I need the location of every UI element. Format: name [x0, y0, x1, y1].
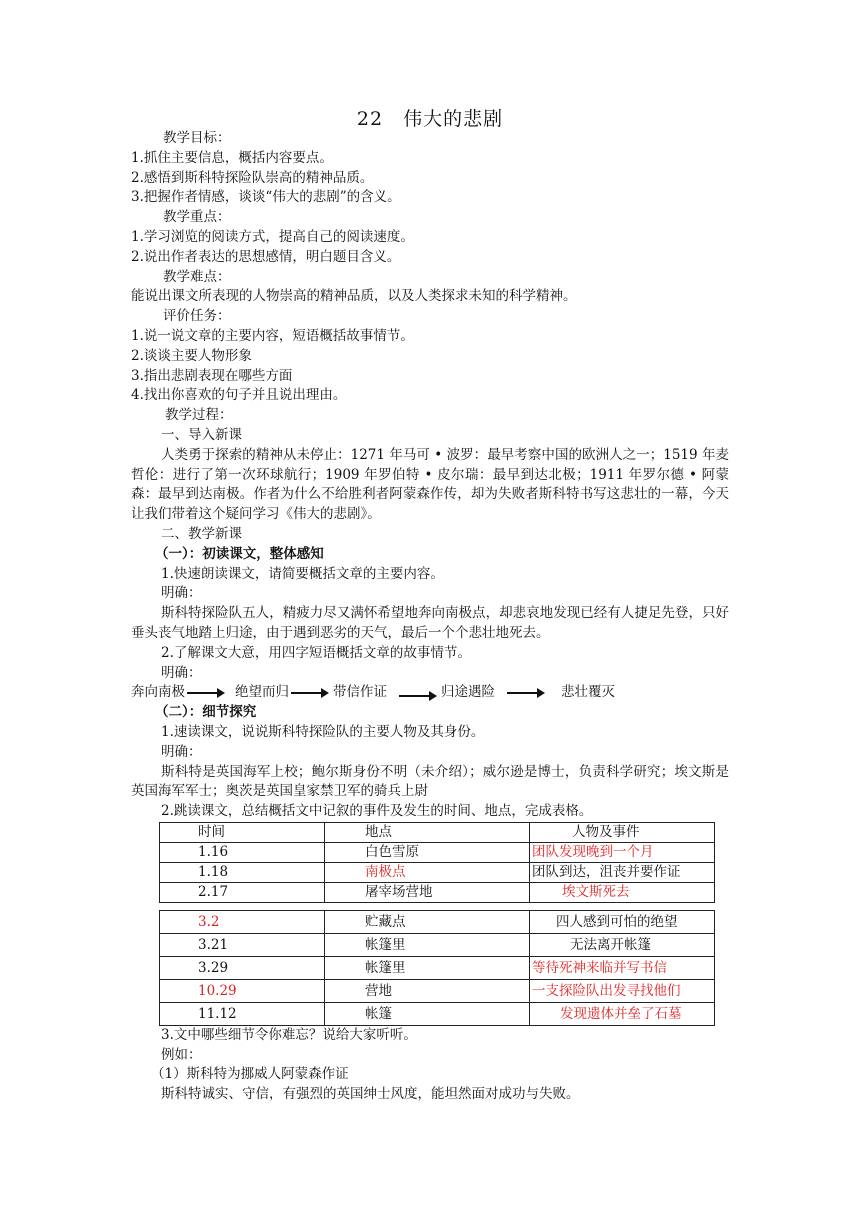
cell-event: 团队发现晚到一个月 [530, 842, 715, 862]
process-heading: 教学过程： [165, 407, 233, 424]
cell-time: 11.12 [160, 1002, 325, 1025]
table-row [160, 979, 715, 1002]
document-body [131, 129, 729, 1105]
table-row [160, 933, 715, 956]
cell-event: 无法离开帐篷 [530, 933, 715, 956]
example-label: 例如： [161, 1046, 202, 1063]
header-place: 地点 [325, 822, 530, 842]
cell-place: 白色雪原 [325, 842, 530, 862]
table-row [160, 882, 715, 902]
cell-place: 屠宰场营地 [325, 882, 530, 902]
events-table-upper [159, 822, 715, 903]
part2-heading: （二）：细节探究 [155, 704, 257, 721]
cell-place: 南极点 [325, 862, 530, 882]
plot-flow [131, 683, 729, 703]
flow-step: 悲壮覆灭 [561, 684, 615, 701]
right-arrow-icon [399, 691, 437, 701]
question-3: 1.速读课文，说说斯科特探险队的主要人物及其身份。 [161, 723, 485, 740]
table-row [160, 862, 715, 882]
right-arrow-icon [187, 688, 225, 698]
events-table-lower [159, 910, 715, 1026]
section2-heading: 二、教学新课 [161, 525, 242, 542]
flow-step: 归途遇险 [441, 684, 495, 701]
task-item: 1.说一说文章的主要内容，短语概括故事情节。 [131, 327, 414, 344]
cell-event: 一支探险队出发寻找他们 [530, 979, 715, 1002]
task-item: 3.指出悲剧表现在哪些方面 [131, 367, 293, 384]
goal-item: 2.感悟到斯科特探险队崇高的精神品质。 [131, 169, 374, 186]
example1-text: 斯科特诚实、守信，有强烈的英国绅士风度，能坦然面对成功与失败。 [161, 1086, 580, 1103]
flow-step: 奔向南极 [131, 684, 185, 701]
cell-event: 等待死神来临并写书信 [530, 956, 715, 979]
answer-label: 明确： [161, 743, 202, 760]
task-item: 4.找出你喜欢的句子并且说出理由。 [131, 387, 347, 404]
part1-heading: （一）：初读课文，整体感知 [155, 545, 324, 562]
answer-label: 明确： [161, 664, 202, 681]
cell-place: 帐篷里 [325, 933, 530, 956]
flow-step: 带信作证 [333, 684, 387, 701]
cell-event: 发现遗体并垒了石墓 [530, 1002, 715, 1025]
cell-time: 3.2 [160, 910, 325, 933]
question-2: 2.了解课文大意，用四字短语概括文章的故事情节。 [161, 644, 471, 661]
cell-time: 1.16 [160, 842, 325, 862]
cell-time: 1.18 [160, 862, 325, 882]
section1-heading: 一、导入新课 [161, 426, 242, 443]
right-arrow-icon [291, 688, 329, 698]
cell-place: 贮藏点 [325, 910, 530, 933]
answer-1: 斯科特探险队五人，精疲力尽又满怀希望地奔向南极点，却悲哀地发现已经有人捷足先登，只好垂头丧气地踏上归途，由于遇到恶劣的天气，最后一个个悲壮地死去。 [131, 605, 729, 641]
question-1: 1.快速朗读课文，请简要概括文章的主要内容。 [161, 565, 444, 582]
header-event: 人物及事件 [530, 822, 715, 842]
cell-time: 3.21 [160, 933, 325, 956]
cell-place: 营地 [325, 979, 530, 1002]
goals-heading: 教学目标： [163, 130, 231, 146]
answer-label: 明确： [161, 585, 202, 602]
cell-time: 2.17 [160, 882, 325, 902]
right-arrow-icon [507, 688, 545, 698]
table-row [160, 910, 715, 933]
question-5: 3.文中哪些细节令你难忘？说给大家听听。 [161, 1026, 417, 1043]
task-item: 2.谈谈主要人物形象 [131, 347, 252, 364]
goal-item: 3.把握作者情感，谈谈“伟大的悲剧”的含义。 [131, 189, 401, 206]
cell-event: 团队到达，沮丧并要作证 [530, 862, 715, 882]
focus-item: 1.学习浏览的阅读方式，提高自己的阅读速度。 [131, 228, 414, 245]
table-header-row [160, 822, 715, 842]
table-row [160, 1002, 715, 1025]
table-row [160, 842, 715, 862]
cell-event: 四人感到可怕的绝望 [530, 910, 715, 933]
page-title: 22 伟大的悲剧 [356, 108, 504, 130]
cell-place: 帐篷 [325, 1002, 530, 1025]
table-row [160, 956, 715, 979]
goal-item: 1.抓住主要信息，概括内容要点。 [131, 149, 333, 166]
header-time: 时间 [160, 822, 325, 842]
intro-paragraph: 人类勇于探索的精神从未停止：1271 年马可 • 波罗：最早考察中国的欧洲人之一；1519 年麦哲伦：进行了第一次环球航行；1909 年罗伯特 • 皮尔瑞：最早到达北极；1911 年罗尔德 • 阿蒙森：最早到达南极。作者为什么不给胜利者阿蒙森作传，却为失败者斯科特书写这悲壮的一幕，今天让我们带着这个疑问学习《伟大的悲剧》。 [131, 446, 729, 523]
cell-time: 3.29 [160, 956, 325, 979]
question-4: 2.跳读课文，总结概括文中记叙的事件及发生的时间、地点，完成表格。 [161, 803, 593, 820]
tasks-heading: 评价任务： [163, 308, 231, 325]
cell-event: 埃文斯死去 [530, 882, 715, 902]
example1-heading: （1）斯科特为挪威人阿蒙森作证 [151, 1066, 349, 1083]
difficulty-text: 能说出课文所表现的人物崇高的精神品质，以及人类探求未知的科学精神。 [131, 288, 577, 305]
cell-place: 帐篷里 [325, 956, 530, 979]
focus-heading: 教学重点： [163, 209, 231, 226]
flow-step: 绝望而归 [235, 684, 289, 701]
answer-3: 斯科特是英国海军上校；鲍尔斯身份不明（未介绍）；威尔逊是博士，负责科学研究；埃文斯是英国海军军士；奥茨是英国皇家禁卫军的骑兵上尉 [131, 763, 729, 800]
focus-item: 2.说出作者表达的思想感情，明白题目含义。 [131, 248, 401, 265]
difficulty-heading: 教学难点： [163, 268, 231, 285]
cell-time: 10.29 [160, 979, 325, 1002]
